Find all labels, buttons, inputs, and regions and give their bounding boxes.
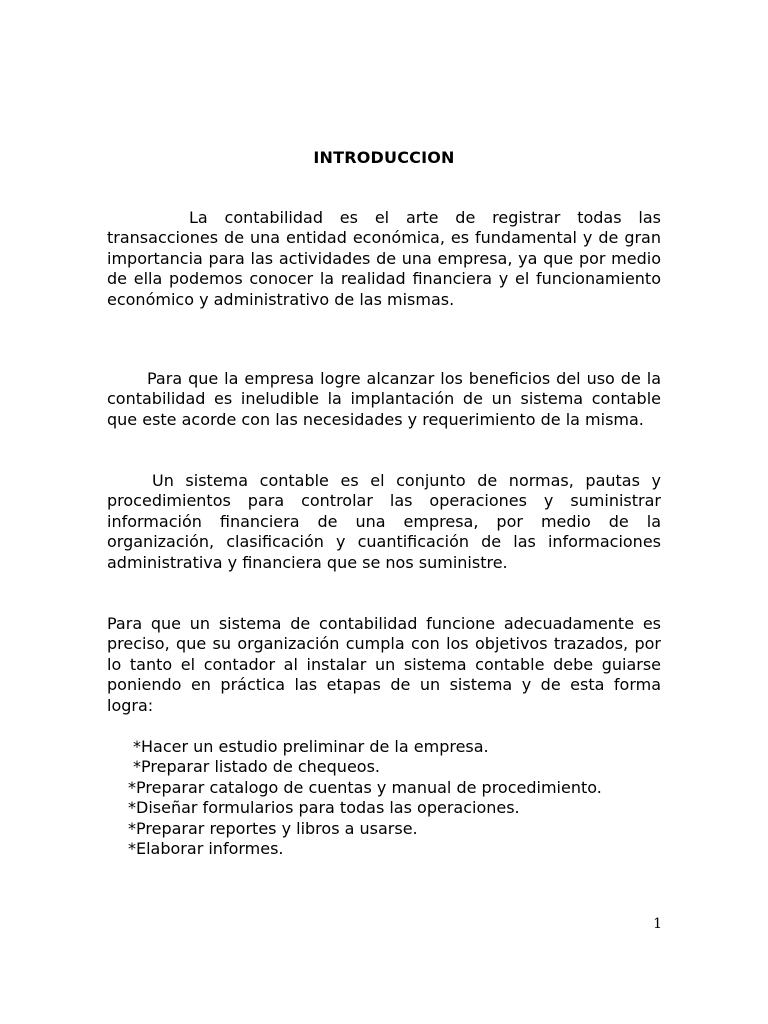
page-title: INTRODUCCION <box>313 148 455 167</box>
list-item: *Preparar reportes y libros a usarse. <box>128 818 418 838</box>
list-item: *Diseñar formularios para todas las operaciones. <box>128 798 520 818</box>
list-item: *Preparar listado de chequeos. <box>133 757 380 777</box>
paragraph-system-definition: Un sistema contable es el conjunto de normas, pautas y procedimientos para controlar las operaciones y suministrar información financiera de una empresa, por medio de la organización, clasificación y cuantificación de las informaciones administrativa y financiera que se nos suministre. <box>107 471 661 572</box>
paragraph-benefits: Para que la empresa logre alcanzar los beneficios del uso de la contabilidad es ineludible la implantación de un sistema contable que este acorde con las necesidades y requerimiento de la misma. <box>107 369 661 429</box>
list-item: *Preparar catalogo de cuentas y manual de procedimiento. <box>128 777 602 797</box>
list-item: *Hacer un estudio preliminar de la empresa. <box>133 737 489 756</box>
page-number: 1 <box>653 916 662 932</box>
paragraph-stages-intro: Para que un sistema de contabilidad funcione adecuadamente es preciso, que su organización cumpla con los objetivos trazados, por lo tanto el contador al instalar un sistema contable debe guiarse poniendo en práctica las etapas de un sistema y de esta forma logra: <box>107 614 661 715</box>
list-item: *Elaborar informes. <box>128 839 284 859</box>
paragraph-definition: La contabilidad es el arte de registrar todas las transacciones de una entidad económica, es fundamental y de gran importancia para las actividades de una empresa, ya que por medio de ella podemos conocer la realidad financiera y el funcionamiento económico y administrativo de las mismas. <box>107 208 661 309</box>
steps-list <box>128 737 688 859</box>
